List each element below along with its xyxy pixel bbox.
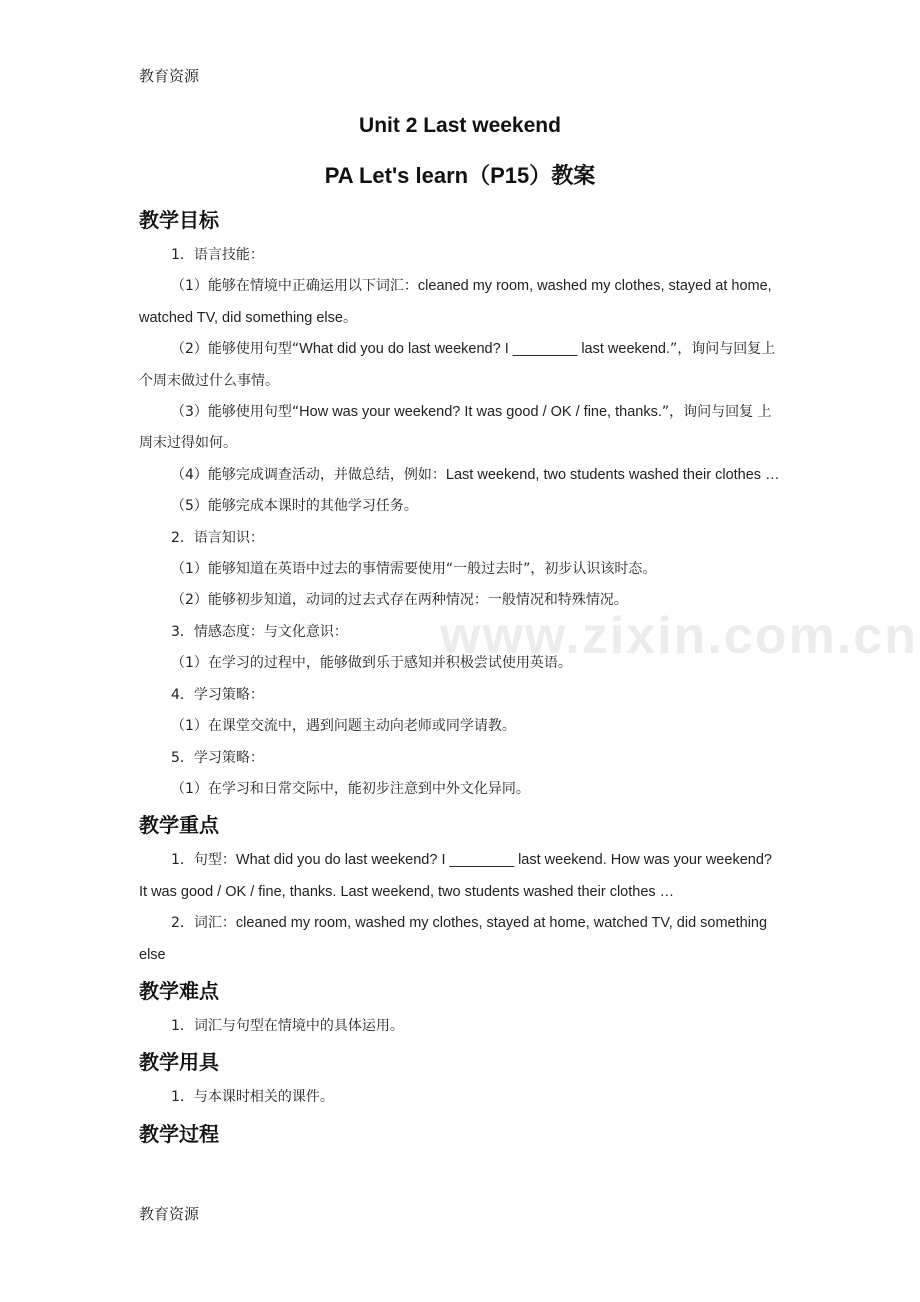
objective-k1: （1）能够知道在英语中过去的事情需要使用“一般过去时”，初步认识该时态。 [171, 561, 657, 578]
objective-s3-cn: （3）能够使用句型“ [171, 404, 300, 421]
objectives-strategy2-label: 5．学习策略： [171, 749, 264, 766]
objectives-strategy-label: 4．学习策略： [171, 686, 264, 703]
subtitle-cjk: 教案 [551, 164, 596, 189]
section-heading-key-points: 教学重点 [139, 813, 219, 838]
page-footer: 教育资源 [139, 1205, 200, 1223]
objective-s1-end: 。 [342, 309, 357, 326]
key-point-1 [139, 845, 784, 908]
objectives-skills-label: 1．语言技能： [171, 247, 264, 263]
section-heading-process: 教学过程 [139, 1121, 219, 1146]
objective-s1-cn: （1）能够在情境中正确运用以下词汇： [171, 278, 418, 295]
objective-s2-en: What did you do last weekend? I ________ last weekend. [299, 341, 670, 358]
difficulty-1: 1．词汇与句型在情境中的具体运用。 [171, 1017, 404, 1034]
document-body [139, 200, 784, 1154]
page-header: 教育资源 [139, 67, 200, 85]
objective-s2 [139, 334, 784, 397]
objectives-attitude-label: 3．情感态度：与文化意识： [171, 623, 348, 640]
subtitle-en: PA Let's learn（P15） [324, 163, 552, 188]
objective-st2: （1）在学习和日常交际中，能初步注意到中外文化异同。 [171, 780, 530, 797]
objective-s1 [139, 271, 784, 334]
key-point-1-en: What did you do last weekend? I ________ last weekend. How was your weekend? It was good / OK / fine, thanks. Last weekend, two students washed their clothes … [139, 852, 772, 900]
section-heading-tools: 教学用具 [139, 1050, 219, 1075]
objective-s4-cn: （4）能够完成调查活动，并做总结，例如： [171, 466, 446, 483]
objective-s2-end: ”，询问与回复上个周末做过什么事情。 [139, 341, 776, 389]
objective-s4-en: Last weekend, two students washed their clothes … [445, 466, 780, 483]
objective-s2-cn: （2）能够使用句型“ [171, 341, 300, 358]
key-point-2 [139, 908, 784, 971]
objective-s1-en: cleaned my room, washed my clothes, stayed at home, watched TV, did something else [139, 278, 772, 326]
document-title: Unit 2 Last weekend [359, 114, 561, 137]
key-point-2-en: cleaned my room, washed my clothes, stayed at home, watched TV, did something else [139, 915, 768, 963]
objective-k2: （2）能够初步知道，动词的过去式存在两种情况：一般情况和特殊情况。 [171, 592, 628, 609]
objective-s3-en: How was your weekend? It was good / OK / fine, thanks. [299, 404, 662, 421]
watermark: www.zixin.com.cn [440, 607, 918, 665]
section-heading-difficulties: 教学难点 [139, 978, 219, 1003]
objective-s5: （5）能够完成本课时的其他学习任务。 [171, 498, 418, 515]
objective-st1: （1）在课堂交流中，遇到问题主动向老师或同学请教。 [171, 718, 516, 735]
objective-a1: （1）在学习的过程中，能够做到乐于感知并积极尝试使用英语。 [171, 655, 572, 672]
document-subtitle [0, 159, 920, 190]
section-heading-objectives: 教学目标 [139, 208, 219, 232]
objectives-knowledge-label: 2．语言知识： [171, 529, 264, 546]
objective-s4 [139, 460, 784, 491]
objective-s3-end: ”，询问与回复 上周末过得如何。 [139, 404, 772, 452]
tool-1: 1．与本课时相关的课件。 [171, 1089, 334, 1106]
key-point-2-cn: 2．词汇： [171, 915, 236, 932]
key-point-1-cn: 1．句型： [171, 852, 236, 869]
objective-s3 [139, 397, 784, 460]
